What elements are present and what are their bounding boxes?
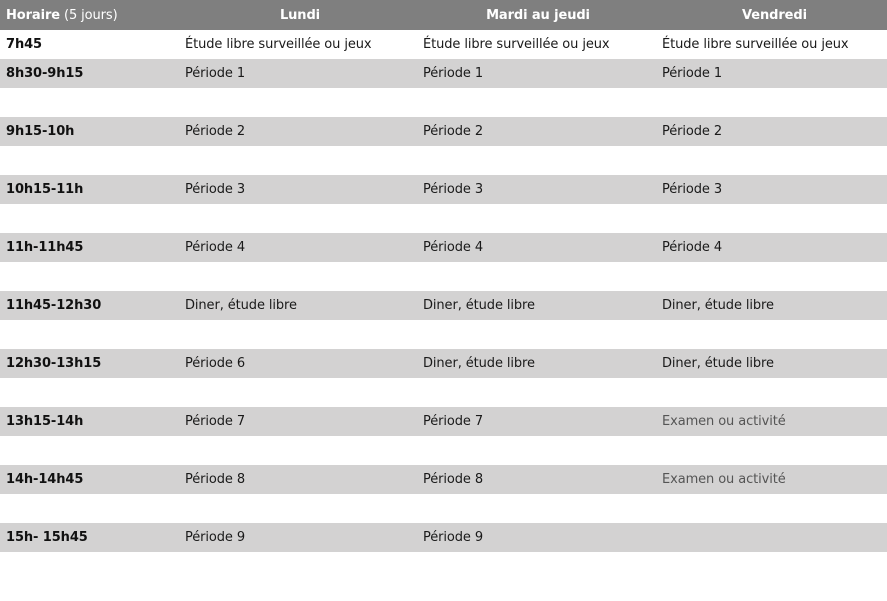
table-row <box>0 407 887 436</box>
cell-lundi: Période 3 <box>185 182 246 197</box>
table-row <box>0 349 887 378</box>
row-spacer <box>0 494 887 523</box>
table-row <box>0 175 887 204</box>
table-row <box>0 233 887 262</box>
header-lundi: Lundi <box>279 7 321 23</box>
row-spacer <box>0 378 887 407</box>
cell-mardi-jeudi: Période 2 <box>423 124 484 139</box>
row-time: 14h-14h45 <box>6 472 84 487</box>
cell-mardi-jeudi: Période 4 <box>423 240 484 255</box>
row-time: 11h45-12h30 <box>6 298 102 313</box>
cell-lundi: Période 6 <box>185 356 246 371</box>
cell-mardi-jeudi: Diner, étude libre <box>423 298 535 313</box>
row-time: 12h30-13h15 <box>6 356 102 371</box>
cell-mardi-jeudi: Période 7 <box>423 414 484 429</box>
header-mardi-jeudi: Mardi au jeudi <box>486 7 590 23</box>
row-spacer <box>0 436 887 465</box>
row-time: 11h-11h45 <box>6 240 84 255</box>
row-time: 15h- 15h45 <box>6 530 88 545</box>
cell-mardi-jeudi: Période 8 <box>423 472 484 487</box>
header-time <box>6 0 118 30</box>
row-time: 7h45 <box>6 37 42 52</box>
cell-vendredi: Examen ou activité <box>662 414 786 429</box>
table-row <box>0 117 887 146</box>
cell-mardi-jeudi: Période 9 <box>423 530 484 545</box>
cell-lundi: Étude libre surveillée ou jeux <box>185 37 372 52</box>
row-time: 13h15-14h <box>6 414 84 429</box>
cell-vendredi: Étude libre surveillée ou jeux <box>662 37 849 52</box>
cell-mardi-jeudi: Étude libre surveillée ou jeux <box>423 37 610 52</box>
cell-lundi: Diner, étude libre <box>185 298 297 313</box>
cell-lundi: Période 9 <box>185 530 246 545</box>
cell-mardi-jeudi: Période 3 <box>423 182 484 197</box>
row-time: 8h30-9h15 <box>6 66 84 81</box>
table-row <box>0 59 887 88</box>
table-row <box>0 30 887 59</box>
cell-vendredi: Période 2 <box>662 124 723 139</box>
cell-vendredi: Période 1 <box>662 66 723 81</box>
row-spacer <box>0 262 887 291</box>
cell-lundi: Période 2 <box>185 124 246 139</box>
table-row <box>0 523 887 552</box>
cell-vendredi: Période 3 <box>662 182 723 197</box>
cell-mardi-jeudi: Période 1 <box>423 66 484 81</box>
cell-lundi: Période 7 <box>185 414 246 429</box>
cell-mardi-jeudi: Diner, étude libre <box>423 356 535 371</box>
cell-lundi: Période 8 <box>185 472 246 487</box>
cell-lundi: Période 1 <box>185 66 246 81</box>
cell-lundi: Période 4 <box>185 240 246 255</box>
cell-vendredi: Diner, étude libre <box>662 356 774 371</box>
cell-vendredi: Période 4 <box>662 240 723 255</box>
row-time: 9h15-10h <box>6 124 75 139</box>
header-time-sub: (5 jours) <box>63 7 118 23</box>
cell-vendredi: Examen ou activité <box>662 472 786 487</box>
header-vendredi: Vendredi <box>742 7 807 23</box>
cell-vendredi: Diner, étude libre <box>662 298 774 313</box>
table-row <box>0 465 887 494</box>
table-row <box>0 291 887 320</box>
row-spacer <box>0 88 887 117</box>
header-time-label: Horaire <box>6 7 60 23</box>
table-header <box>0 0 887 30</box>
row-spacer <box>0 320 887 349</box>
row-spacer <box>0 146 887 175</box>
row-spacer <box>0 204 887 233</box>
row-time: 10h15-11h <box>6 182 84 197</box>
